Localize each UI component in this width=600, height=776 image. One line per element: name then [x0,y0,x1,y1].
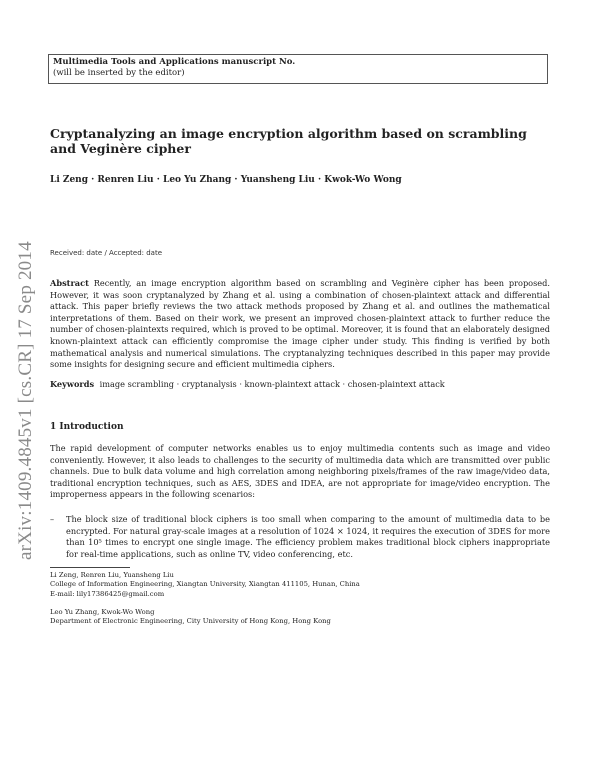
author-list: Li Zeng · Renren Liu · Leo Yu Zhang · Yuansheng Liu · Kwok-Wo Wong [50,175,402,185]
keywords [50,379,550,391]
editor-note: (will be inserted by the editor) [53,68,185,78]
abstract [50,278,550,371]
keywords-label: Keywords [50,379,95,389]
affiliation-2 [50,608,550,627]
arxiv-identifier: arXiv:1409.4845v1 [cs.CR] 17 Sep 2014 [15,241,36,560]
abstract-text: Recently, an image encryption algorithm based on scrambling and Veginère cipher has been proposed. However, it was soon cryptanalyzed by Zhang et al. using a combination of chosen-plaintext attack and differential attack. This paper briefly reviews the two attack methods proposed by Zhang et al. and outlines the mathematical interpretations of them. Based on their work, we present an improved chosen-plaintext attack to further reduce the number of chosen-plaintexts required, which is proved to be optimal. Moreover, it is found that an elaborately designed known-plaintext attack can efficiently compromise the image cipher under study. This finding is verified by both mathematical analysis and numerical simulations. The cryptanalyzing techniques described in this paper may provide some insights for designing secure and efficient multimedia ciphers. [50,278,551,370]
received-date: Received: date / Accepted: date [50,249,162,257]
affiliation-names: Leo Yu Zhang, Kwok-Wo Wong [50,608,155,616]
affiliation-1 [50,571,550,599]
section-heading: 1 Introduction [50,422,124,432]
keywords-text: image scrambling · cryptanalysis · known-plaintext attack · chosen-plaintext attack [99,379,445,389]
bullet-item [50,514,550,560]
affiliation-names: Li Zeng, Renren Liu, Yuansheng Liu [50,571,174,579]
manuscript-header-box [48,54,548,84]
footnote-divider [50,567,130,568]
affiliation-institution: College of Information Engineering, Xiangtan University, Xiangtan 411105, Hunan, China [50,580,360,589]
bullet-text: The block size of traditional block ciphers is too small when comparing to the amount of multimedia data to be encrypted. For natural gray-scale images at a resolution of 1024 × 1024, it requires the execution of 3DES for more than 10⁵ times to encrypt one single image. The efficiency problem makes traditional block ciphers inappropriate for real-time applications, such as online TV, video conferencing, etc. [66,514,550,559]
affiliation-institution: Department of Electronic Engineering, City University of Hong Kong, Hong Kong [50,617,331,626]
intro-paragraph: The rapid development of computer networks enables us to enjoy multimedia contents such as image and video conveniently. However, it also leads to challenges to the security of multimedia data which are transmitted over public channels. Due to bulk data volume and high correlation among neighboring pixels/frames of the raw image/video data, traditional encryption techniques, such as AES, 3DES and IDEA, are not appropriate for image/video encryption. The improperness appears in the following scenarios: [50,443,550,500]
bullet-dash: – [50,514,55,524]
abstract-label: Abstract [50,278,89,288]
journal-name: Multimedia Tools and Applications manuscript No. [53,57,296,67]
affiliation-email: E-mail: lily17386425@gmail.com [50,589,165,598]
paper-title: Cryptanalyzing an image encryption algorithm based on scrambling and Veginère cipher [50,126,527,156]
